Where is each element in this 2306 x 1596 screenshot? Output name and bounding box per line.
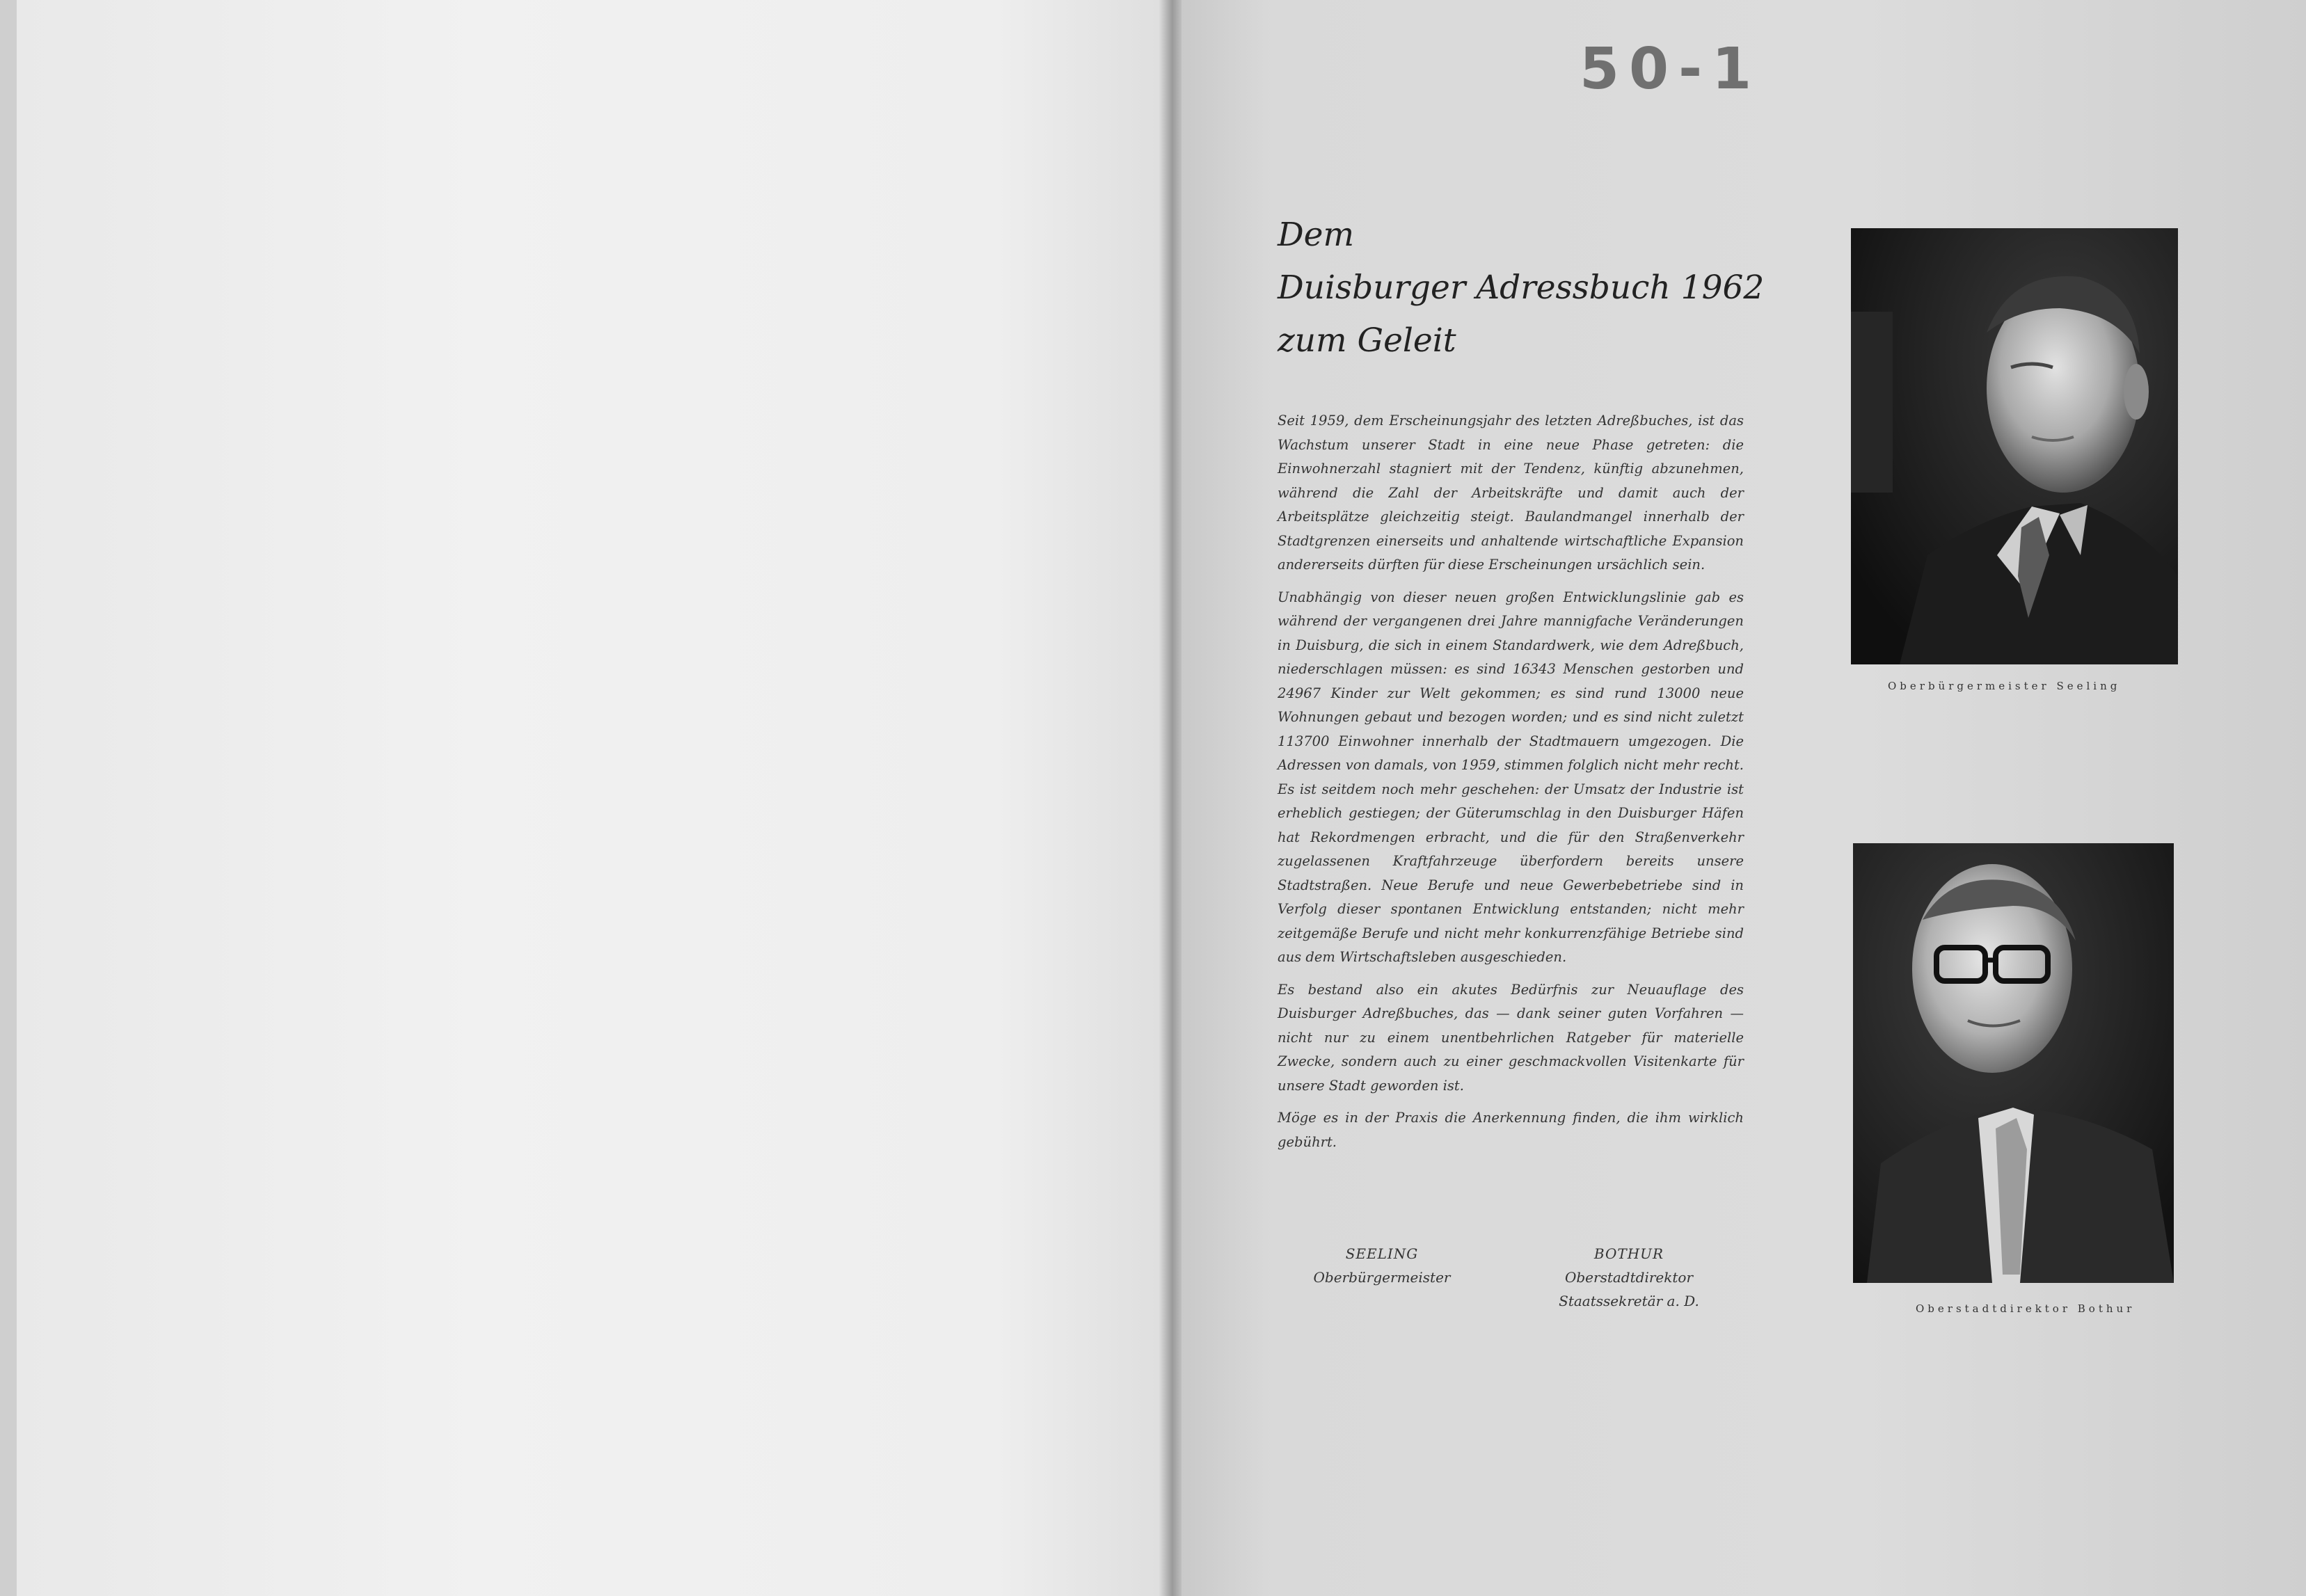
signature-bothur: [1556, 1242, 1702, 1313]
paragraph: Unabhängig von dieser neuen großen Entwicklungslinie gab es während der vergangenen drei Jahre mannigfache Veränderungen in Duisburg, die sich in einem Standardwerk, wie dem Adreßbuch, niederschlagen müssen: es sind 16343 Menschen gestorben und 24967 Kinder zur Welt gekommen; es sind rund 13000 neue Wohnungen gebaut und bezogen worden; und es sind nicht zuletzt 113700 Einwohner innerhalb der Stadtmauern umgezogen. Die Adressen von damals, von 1959, stimmen folglich nicht mehr recht. Es ist seitdem noch mehr geschehen: der Umsatz der Industrie ist erheblich gestiegen; der Güterumschlag in den Duisburger Häfen hat Rekordmengen erbracht, und die für den Straßenverkehr zugelassenen Kraftfahrzeuge überfordern bereits unsere Stadtstraßen. Neue Berufe und neue Gewerbebetriebe sind in Verfolg dieser spontanen Entwicklung entstanden; nicht mehr zeitgemäße Berufe und nicht mehr konkurrenzfähige Betriebe sind aus dem Wirtschaftsleben ausgeschieden.: [1278, 589, 1744, 965]
signature-title: Oberbürgermeister: [1313, 1269, 1451, 1286]
signature-name: BOTHUR: [1593, 1245, 1664, 1262]
foreword-text: [1278, 409, 1744, 1163]
portrait-image: [1851, 228, 2178, 664]
photo-caption-bothur: Oberstadtdirektor Bothur: [1916, 1302, 2136, 1315]
title-line: Duisburger Adressbuch 1962: [1278, 269, 1765, 307]
page-number: 50-1: [1580, 36, 1762, 102]
signature-block: [1278, 1242, 1744, 1318]
page-title: [1278, 209, 1765, 367]
signature-seeling: [1312, 1242, 1452, 1289]
signature-name: SEELING: [1345, 1245, 1419, 1262]
portrait-photo-seeling: [1851, 228, 2178, 664]
paragraph: Möge es in der Praxis die Anerkennung finden, die ihm wirklich gebührt.: [1278, 1110, 1744, 1150]
title-line: Dem: [1278, 216, 1355, 254]
photo-caption-seeling: Oberbürgermeister Seeling: [1888, 680, 2121, 692]
paragraph: Es bestand also ein akutes Bedürfnis zur Neuauflage des Duisburger Adreßbuches, das — dank seiner guten Vorfahren — nicht nur zu einem unentbehrlichen Ratgeber für materielle Zwecke, sondern auch zu einer geschmackvollen Visitenkarte für unsere Stadt geworden ist.: [1278, 981, 1744, 1094]
signature-title: Oberstadtdirektor: [1564, 1269, 1693, 1286]
signature-title-2: Staatssekretär a. D.: [1559, 1293, 1699, 1309]
book-gutter: [1159, 0, 1183, 1596]
paragraph: Seit 1959, dem Erscheinungsjahr des letzten Adreßbuches, ist das Wachstum unserer Stadt in eine neue Phase getreten: die Einwohnerzahl stagniert mit der Tendenz, künftig abzunehmen, während die Zahl der Arbeitskräfte und damit auch der Arbeitsplätze gleichzeitig steigt. Baulandmangel innerhalb der Stadtgrenzen einerseits und anhaltende wirtschaftliche Expansion andererseits dürften für diese Erscheinungen ursächlich sein.: [1278, 413, 1744, 573]
title-line: zum Geleit: [1278, 321, 1456, 360]
portrait-image: [1853, 843, 2174, 1283]
portrait-photo-bothur: [1853, 843, 2174, 1283]
blank-left-page: [17, 0, 1168, 1596]
